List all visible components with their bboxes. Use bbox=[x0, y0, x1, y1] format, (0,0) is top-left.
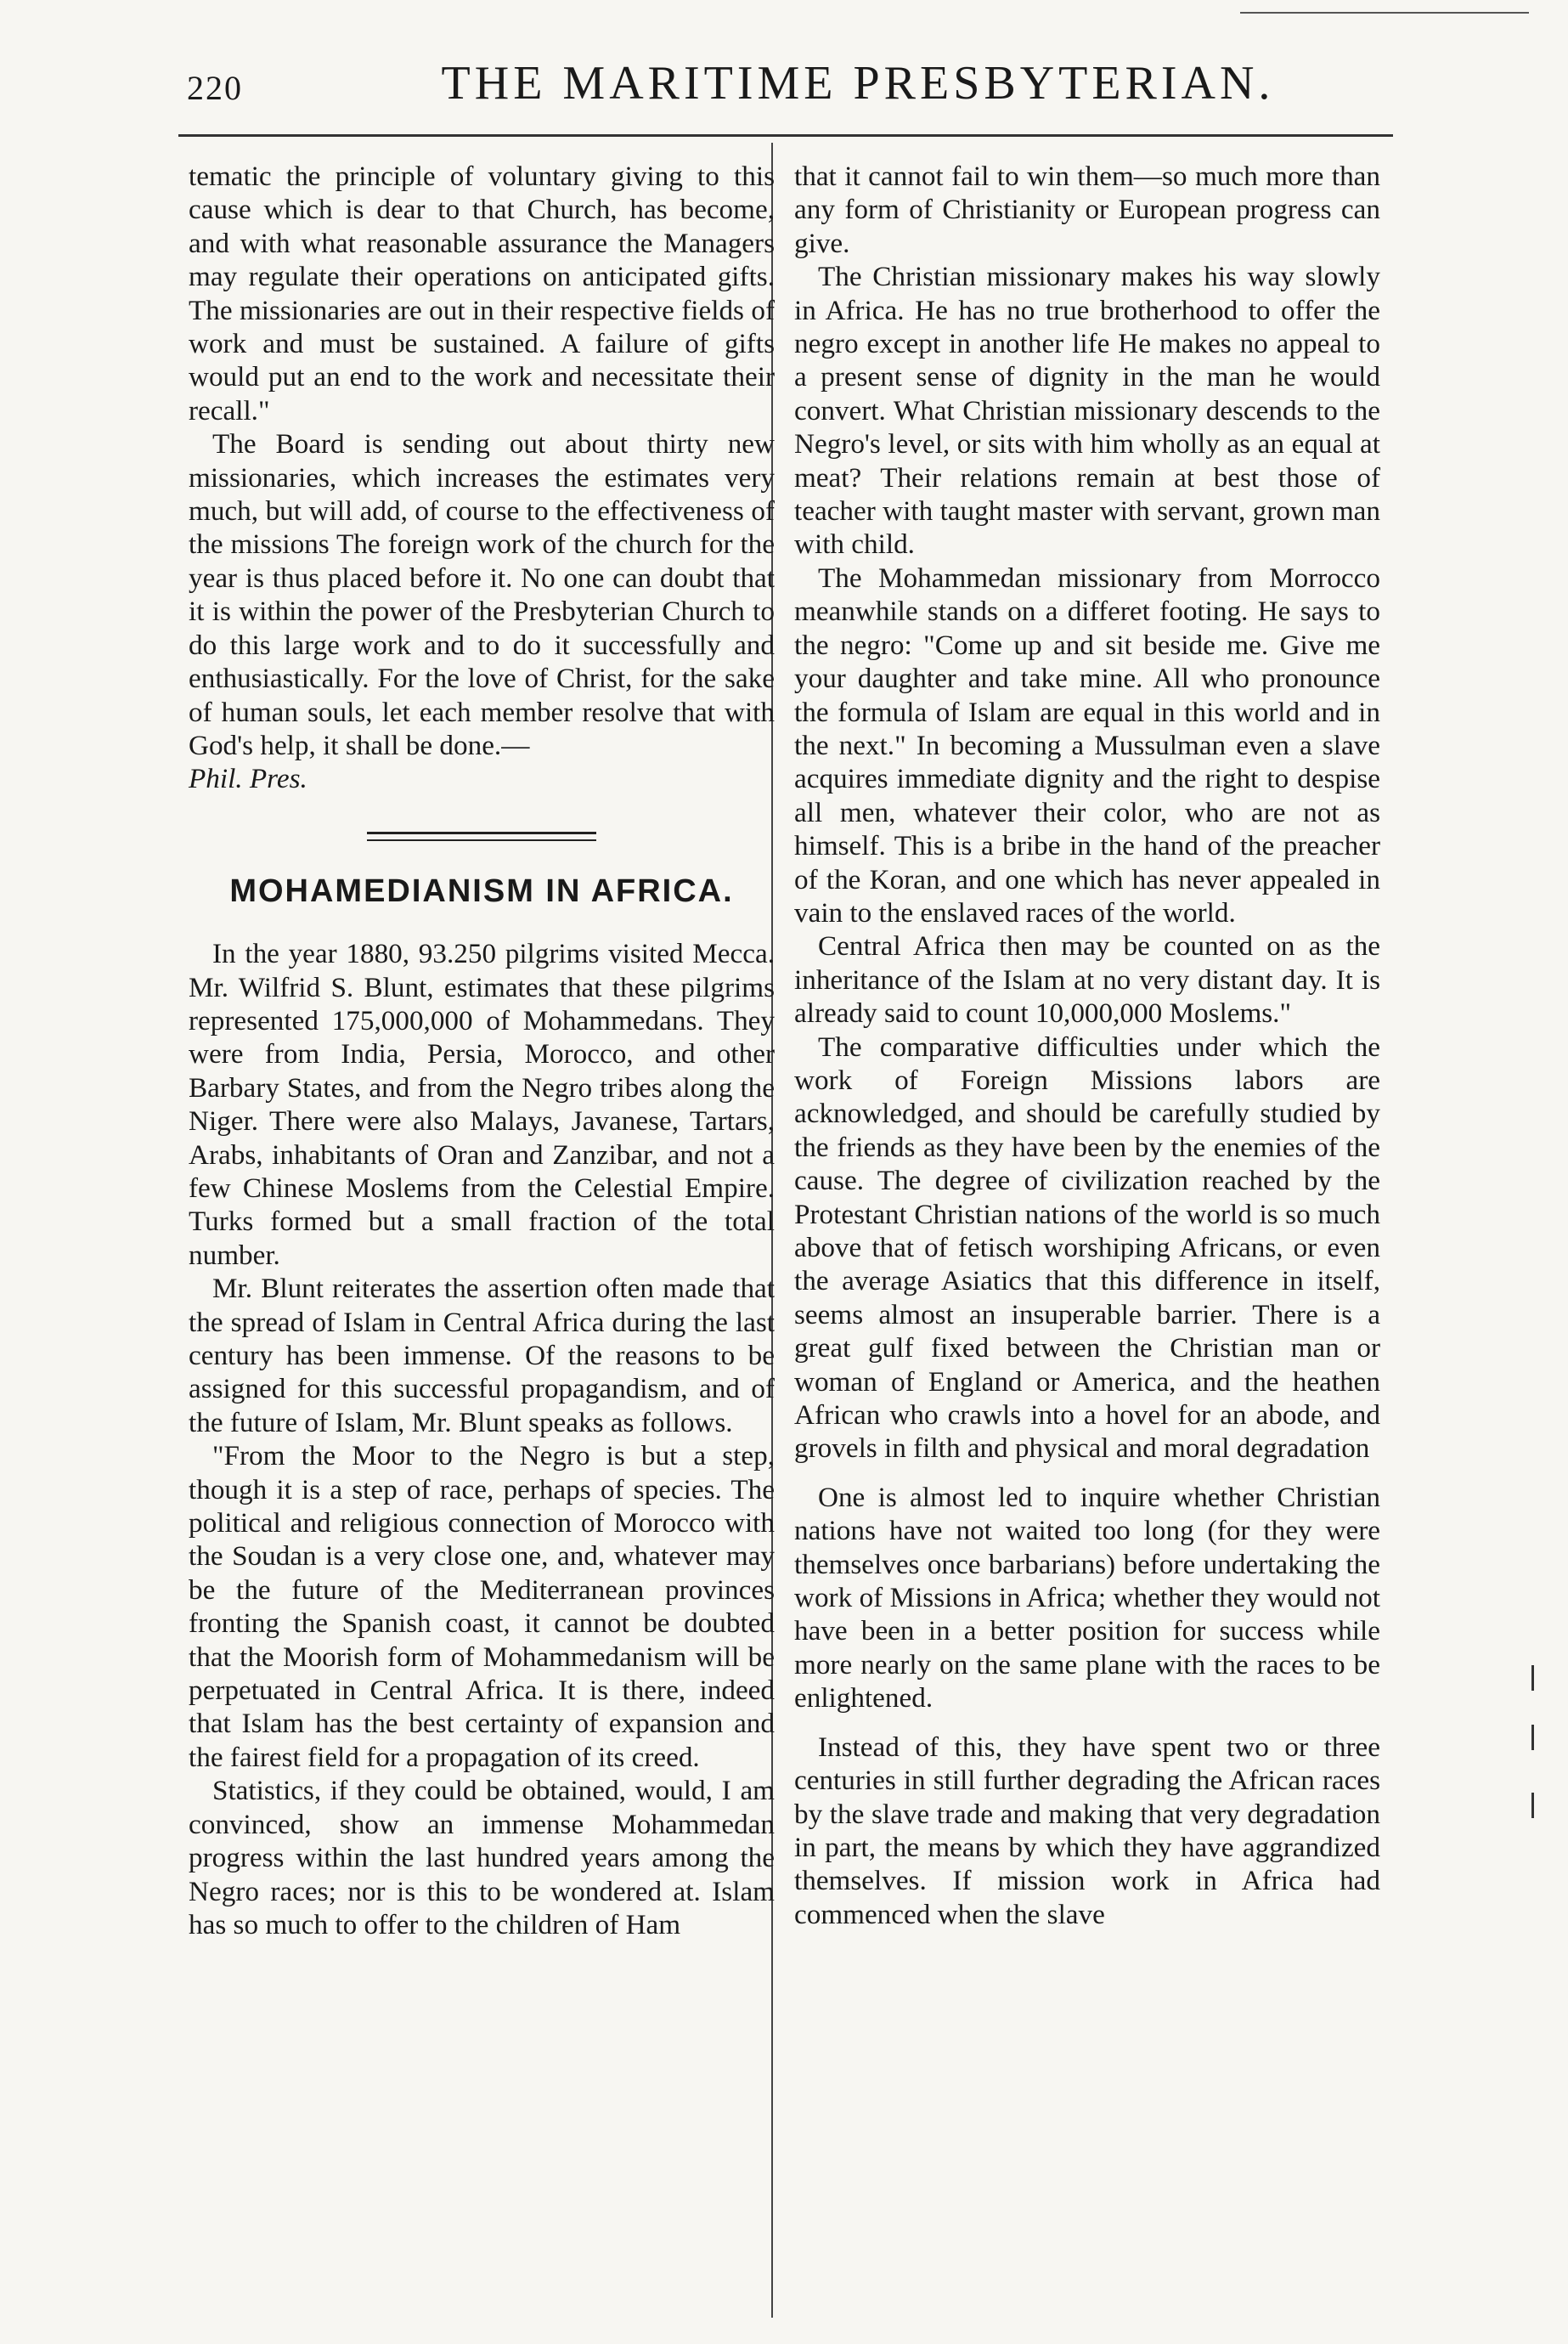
board-paragraph bbox=[189, 427, 775, 795]
continuation-paragraph: that it cannot fail to win them—so much more than any form of Christianity or European progress can give. bbox=[794, 161, 1380, 259]
statistics-paragraph: Statistics, if they could be obtained, would, I am convinced, show an immense Mohammedan progress within the last hundred years among the Negro races; nor is this to be wondered at. Islam has so much to offer to the children of Ham bbox=[189, 1775, 775, 1940]
christian-missionary-paragraph: The Christian missionary makes his way slowly in Africa. He has no true brotherhood to offer the negro except in another life He makes no appeal to a present sense of dignity in the man he would convert. What Christian missionary descends to the Negro's level, or sits with him wholly as an equal at meat? Their relations remain at best those of teacher with taught master with servant, grown man with child. bbox=[794, 261, 1380, 561]
page-header bbox=[170, 56, 1444, 124]
journal-title: THE MARITIME PRESBYTERIAN. bbox=[441, 57, 1275, 110]
source-attribution: Phil. Pres. bbox=[189, 763, 307, 795]
mohammedan-missionary-paragraph: The Mohammedan missionary from Morrocco meanwhile stands on a differet footing. He says to the negro: "Come up and sit beside me. Give me your daughter and take mine. All who pronounce the formula of Islam are equal in this world and in the next." In becoming a Mussulman even a slave acquires immediate dignity and the right to despise all men, whatever their color, who are not as himself. This is a bribe in the hand of the preacher of the Koran, and one which has never appealed in vain to the enslaved races of the world. bbox=[794, 562, 1380, 929]
difficulties-paragraph: The comparative difficulties under which the work of Foreign Missions labors are acknowledged, and should be carefully studied by the friends as they have been by the enemies of the cause. The degree of civilization reached by the Protestant Christian nations of the world is so much above that of fetisch worshiping Africans, or even the average Asiatics that this difference in itself, seems almost an insuperable barrier. There is a great gulf fixed between the Christian man or woman of England or America, and the heathen African who crawls into a hovel for an abode, and grovels in filth and physical and moral degradation bbox=[794, 1031, 1380, 1465]
inquire-paragraph: One is almost led to inquire whether Christian nations have not waited too long (for they were themselves once barbarians) before undertaking the work of Missions in Africa; whether they would not have been in a better position for success while more nearly on the same plane with the races to be enlightened. bbox=[794, 1481, 1380, 1714]
top-edge-rule bbox=[1240, 12, 1529, 14]
central-africa-paragraph: Central Africa then may be counted on as the inheritance of the Islam at no very distant day. It is already said to count 10,000,000 Moslems." bbox=[794, 930, 1380, 1030]
instead-paragraph: Instead of this, they have spent two or three centuries in still further degrading the African races by the slave trade and making that very degradation in part, the means by which they have aggrandized themselves. If mission work in Africa had commenced when the slave bbox=[794, 1731, 1380, 1930]
margin-marks bbox=[1525, 1665, 1542, 1852]
left-column bbox=[189, 160, 775, 1941]
moor-paragraph: "From the Moor to the Negro is but a step, though it is a step of race, perhaps of species. The political and religious connection of Morocco with the Soudan is a very close one, and, whatever may be the future of the Mediterranean provinces fronting the Spanish coast, it cannot be doubted that the Moorish form of Mohammedanism will be perpetuated in Central Africa. It is there, indeed that Islam has the best certainty of expansion and the fairest field for a propagation of its creed. bbox=[189, 1440, 775, 1773]
blunt-paragraph: Mr. Blunt reiterates the assertion often made that the spread of Islam in Central Africa during the last century has been immense. Of the reasons to be assigned for this successful propagandism, and of the future of Islam, Mr. Blunt speaks as follows. bbox=[189, 1273, 775, 1438]
pilgrims-paragraph: In the year 1880, 93.250 pilgrims visited Mecca. Mr. Wilfrid S. Blunt, estimates that these pilgrims represented 175,000,000 of Mohammedans. They were from India, Persia, Morocco, and other Barbary States, and from the Negro tribes along the Niger. There were also Malays, Javanese, Tartars, Arabs, inhabitants of Oran and Zanzibar, and not a few Chinese Moslems from the Celestial Empire. Turks formed but a small fraction of the total number. bbox=[189, 938, 775, 1271]
section-title: MOHAMEDIANISM IN AFRICA. bbox=[229, 873, 734, 909]
board-paragraph-text: The Board is sending out about thirty new missionaries, which increases the estimates very much, but will add, of course to the effectiveness of the missions The foreign work of the church for the year is thus placed before it. No one can doubt that it is within the power of the Presbyterian Church to do this large work and to do it successfully and enthusiastically. For the love of Christ, for the sake of human souls, let each member resolve that with God's help, it shall be done.— bbox=[189, 428, 775, 761]
intro-paragraph: tematic the principle of voluntary giving to this cause which is dear to that Church, has become, and with what reasonable assurance the Managers may regulate their operations on anticipated gifts. The missionaries are out in their respective fields of work and must be sustained. A failure of gifts would put an end to the work and necessitate their recall." bbox=[189, 161, 775, 426]
right-column bbox=[794, 160, 1380, 1931]
section-separator bbox=[367, 832, 596, 841]
header-rule bbox=[178, 134, 1393, 137]
page-number: 220 bbox=[187, 69, 243, 107]
